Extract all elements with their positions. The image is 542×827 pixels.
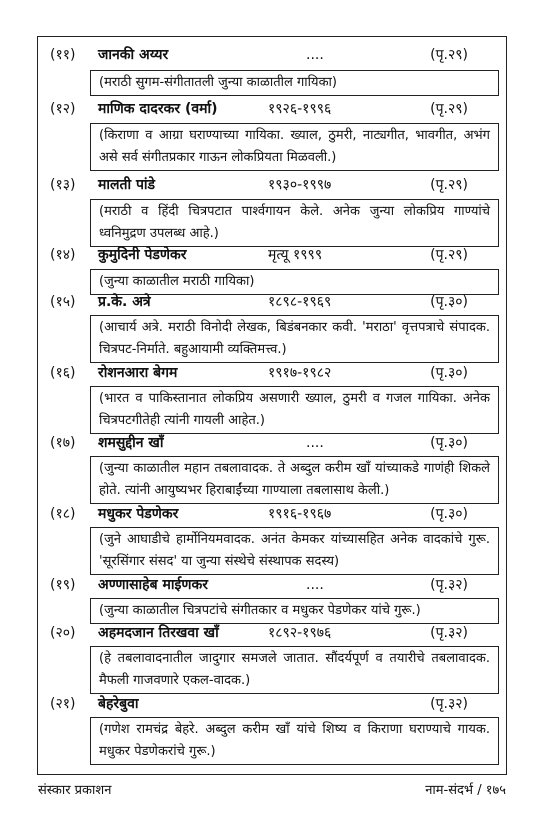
entry-years: १८९२-१९७६	[268, 625, 332, 641]
entry-page-ref: (पृ.३०)	[430, 506, 468, 522]
entries-frame	[37, 36, 507, 775]
entry-years: ....	[306, 435, 324, 451]
entry-number: (१८)	[50, 506, 76, 522]
entry-description: (जुने आघाडीचे हार्मोनियमवादक. अनंत केमकर यांच्यासहित अनेक वादकांचे गुरू. 'सूरसिंगार संसद' या जुन्या संस्थेचे संस्थापक सदस्य)	[90, 527, 499, 575]
entry-page-ref: (पृ.३२)	[430, 577, 468, 593]
entry-description: (मराठी व हिंदी चित्रपटात पार्श्वगायन केले. अनेक जुन्या लोकप्रिय गाण्यांचे ध्वनिमुद्रण उपलब्ध आहे.)	[90, 199, 499, 247]
entry-years: १८९८-१९६९	[268, 294, 332, 310]
entry-number: (१९)	[50, 577, 76, 593]
entry-12	[38, 98, 506, 165]
entry-description: (जुन्या काळातील मराठी गायिका)	[90, 269, 499, 295]
entry-page-ref: (पृ.२९)	[430, 101, 468, 117]
entry-name: अण्णासाहेब माईणकर	[98, 577, 208, 593]
entry-name: मधुकर पेडणेकर	[98, 506, 179, 522]
entry-number: (१३)	[50, 177, 76, 193]
entry-description: (भारत व पाकिस्तानात लोकप्रिय असणारी ख्याल, ठुमरी व गजल गायिका. अनेक चित्रपटगीतेही त्यांनी गायली आहेत.)	[90, 386, 499, 434]
entry-years: ....	[306, 47, 324, 63]
entry-page-ref: (पृ.३०)	[430, 294, 468, 310]
entry-description: (गणेश रामचंद्र बेहरे. अब्दुल करीम खाँ यांचे शिष्य व किराणा घराण्याचे गायक. मधुकर पेडणेकरांचे गुरू.)	[90, 717, 499, 765]
entry-description: (मराठी सुगम-संगीतातली जुन्या काळातील गायिका)	[90, 70, 499, 96]
entry-years: १९१६-१९६७	[268, 506, 332, 522]
entry-name: रोशनआरा बेगम	[98, 365, 178, 381]
footer-page-number: नाम-संदर्भ / १७५	[425, 783, 506, 798]
footer-publisher: संस्कार प्रकाशन	[38, 783, 112, 798]
entry-years: १९२६-१९९६	[268, 101, 332, 117]
entry-name: शमसुद्दीन खाँ	[98, 435, 164, 451]
entry-number: (१२)	[50, 101, 76, 117]
entry-description: (हे तबलावादनातील जादुगार समजले जातात. सौंदर्यपूर्ण व तयारीचे तबलावादक. मैफली गाजवणारे एकल-वादक.)	[90, 646, 499, 694]
entry-years: ....	[306, 577, 324, 593]
entry-number: (२०)	[50, 625, 76, 641]
entry-19	[38, 574, 506, 618]
entry-years: १९३०-१९९७	[268, 177, 332, 193]
entry-17	[38, 432, 506, 498]
entry-page-ref: (पृ.२९)	[430, 47, 468, 63]
entry-description: (किराणा व आग्रा घराण्याच्या गायिका. ख्याल, ठुमरी, नाट्यगीत, भावगीत, अभंग असे सर्व संगीतप्रकार गाऊन लोकप्रियता मिळवली.)	[90, 123, 499, 171]
entry-name: अहमदजान तिरखवा खाँ	[98, 625, 219, 641]
entry-14	[38, 244, 506, 289]
entry-page-ref: (पृ.३२)	[430, 625, 468, 641]
entry-page-ref: (पृ.२९)	[430, 177, 468, 193]
entry-21	[38, 693, 506, 759]
entry-page-ref: (पृ.३०)	[430, 435, 468, 451]
entry-16	[38, 362, 506, 428]
entry-13	[38, 174, 506, 241]
entry-page-ref: (पृ.३२)	[430, 696, 468, 712]
entry-number: (११)	[50, 47, 76, 63]
entry-number: (२१)	[50, 696, 76, 712]
entry-description: (जुन्या काळातील महान तबलावादक. ते अब्दुल करीम खाँ यांच्याकडे गाणंही शिकले होते. त्यांनी आयुष्यभर हिराबाईंच्या गाण्याला तबलासाथ केली.)	[90, 456, 499, 504]
entry-name: मालती पांडे	[98, 177, 156, 193]
entry-page-ref: (पृ.३०)	[430, 365, 468, 381]
entry-15	[38, 291, 506, 357]
entry-name: कुमुदिनी पेडणेकर	[98, 247, 187, 263]
entry-number: (१४)	[50, 247, 76, 263]
entry-name: माणिक दादरकर (वर्मा)	[98, 101, 218, 117]
entry-name: प्र.के. अत्रे	[98, 294, 151, 310]
entry-name: जानकी अय्यर	[98, 47, 169, 63]
entry-number: (१७)	[50, 435, 76, 451]
entry-years: १९१७-१९८२	[268, 365, 332, 381]
entry-name: बेहरेबुवा	[98, 696, 139, 712]
entry-number: (१५)	[50, 294, 76, 310]
entry-description: (आचार्य अत्रे. मराठी विनोदी लेखक, बिडंबनकार कवी. 'मराठा' वृत्तपत्राचे संपादक. चित्रपट-निर्माते. बहुआयामी व्यक्तिमत्त्व.)	[90, 315, 499, 363]
entry-number: (१६)	[50, 365, 76, 381]
entry-20	[38, 622, 506, 688]
entry-page-ref: (पृ.२९)	[430, 247, 468, 263]
entry-years: मृत्यू १९९९	[268, 247, 323, 263]
entry-18	[38, 503, 506, 569]
entry-description: (जुन्या काळातील चित्रपटांचे संगीतकार व मधुकर पेडणेकर यांचे गुरू.)	[90, 598, 499, 624]
entry-11	[38, 44, 506, 90]
